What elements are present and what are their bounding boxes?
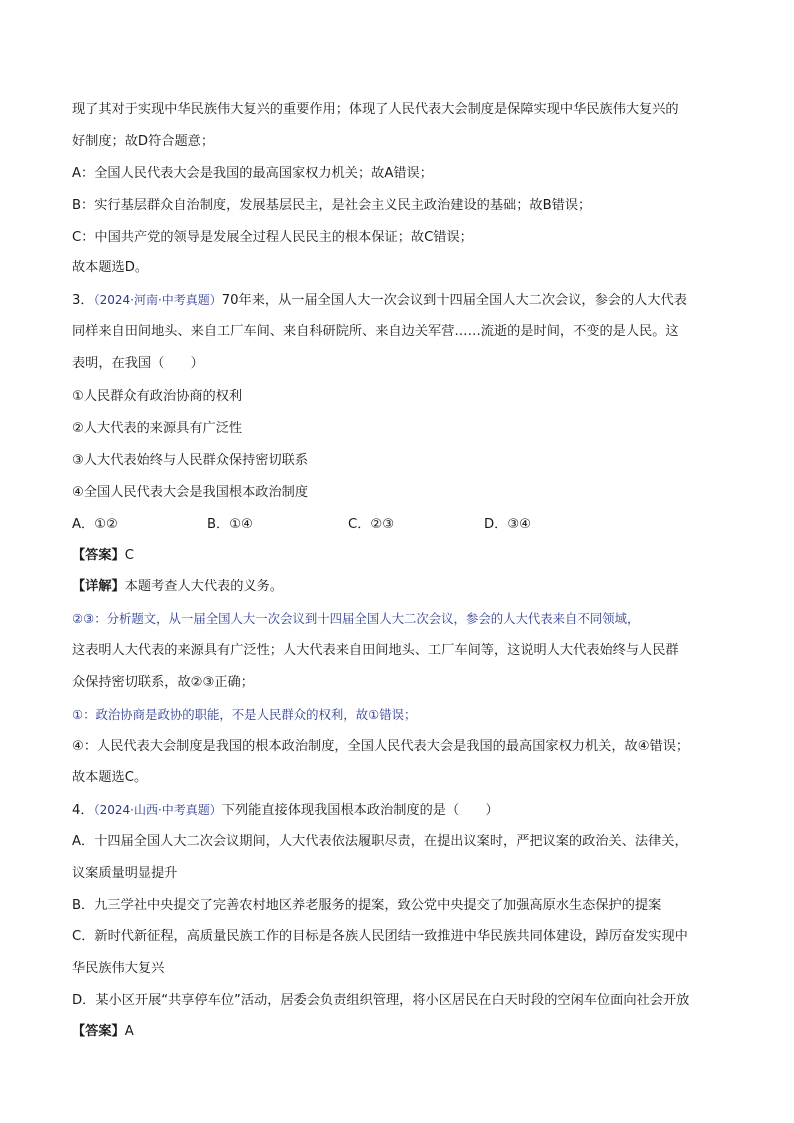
option-a: A．十四届全国人大二次会议期间，人大代表依法履职尽责，在提出议案时，严把议案的政治关、法律关， [72,834,688,849]
text-line: 故本题选D。 [72,260,149,275]
question-number: 3． [72,293,94,308]
text-line: B：实行基层群众自治制度，发展基层民主，是社会主义民主政治建设的基础；故B错误； [72,198,592,213]
answer-label: 【答案】 [72,548,125,563]
option-a: A．①② [72,517,118,532]
source-tag: 2024·河南·中考真题 [99,293,210,307]
statement-item: ②人大代表的来源具有广泛性 [72,421,243,436]
option-d: D．某小区开展“共享停车位”活动，居委会负责组织管理，将小区居民在白天时段的空闲车位面向社会开放 [72,993,690,1008]
text-line: 表明，在我国（ ） [72,356,204,371]
detail-label: 【详解】 [72,579,125,594]
option-d: D．③④ [484,517,531,532]
explanation-line: ①：政治协商是政协的职能，不是人民群众的权利，故①错误； [72,707,417,722]
option-b: B．九三学社中央提交了完善农村地区养老服务的提案，致公党中央提交了加强高原水生态保护的提案 [72,898,662,913]
explanation-line: 故本题选C。 [72,770,148,785]
stem-text: 下列能直接体现我国根本政治制度的是（ ） [221,803,499,818]
text-line: 好制度；故D符合题意； [72,134,215,149]
stem-text: 70年来，从一届全国人大一次会议到十四届全国人大二次会议，参会的人大代表 [221,293,687,308]
explanation-line: ②③：分析题文，从一届全国人大一次会议到十四届全国人大二次会议，参会的人大代表来自不同领域， [72,611,640,626]
source-tag-close: ） [209,803,222,817]
explanation-line: 这表明人大代表的来源具有广泛性；人大代表来自田间地头、工厂车间等，这说明人大代表始终与人民群 [72,643,679,658]
text-line: 同样来自田间地头、来自工厂车间、来自科研院所、来自边关军营……流逝的是时间，不变的是人民。这 [72,324,679,339]
answer-value: A [124,1024,134,1039]
answer-value: C [124,548,134,563]
text-line: 现了其对于实现中华民族伟大复兴的重要作用；体现了人民代表大会制度是保障实现中华民族伟大复兴的 [72,102,679,117]
statement-item: ③人大代表始终与人民群众保持密切联系 [72,453,309,468]
answer-label: 【答案】 [72,1024,125,1039]
explanation-line: 众保持密切联系，故②③正确； [72,675,254,690]
question-4-stem [72,800,732,821]
text-line: A：全国人民代表大会是我国的最高国家权力机关；故A错误； [72,166,433,181]
detail-text: 本题考查人大代表的义务。 [124,579,283,594]
option-a-continued: 议案质量明显提升 [72,866,178,881]
answer-line [72,1022,732,1042]
text-line: C：中国共产党的领导是发展全过程人民民主的根本保证；故C错误； [72,230,473,245]
answer-line [72,546,732,566]
detail-line [72,577,732,597]
option-c: C．②③ [348,517,395,532]
question-number: 4． [72,803,94,818]
explanation-line: ④：人民代表大会制度是我国的根本政治制度，全国人民代表大会是我国的最高国家权力机关，故④错误； [72,739,690,754]
option-c: C．新时代新征程，高质量民族工作的目标是各族人民团结一致推进中华民族共同体建设，踔厉奋发实现中 [72,929,688,944]
option-c-continued: 华民族伟大复兴 [72,961,165,976]
source-tag-close: ） [209,293,222,307]
statement-item: ④全国人民代表大会是我国根本政治制度 [72,485,309,500]
source-tag: 2024·山西·中考真题 [99,803,210,817]
statement-item: ①人民群众有政治协商的权利 [72,389,243,404]
source-tag-open: （ [93,293,100,307]
question-3-stem [72,290,732,311]
source-tag-open: （ [93,803,100,817]
option-b: B．①④ [207,517,253,532]
